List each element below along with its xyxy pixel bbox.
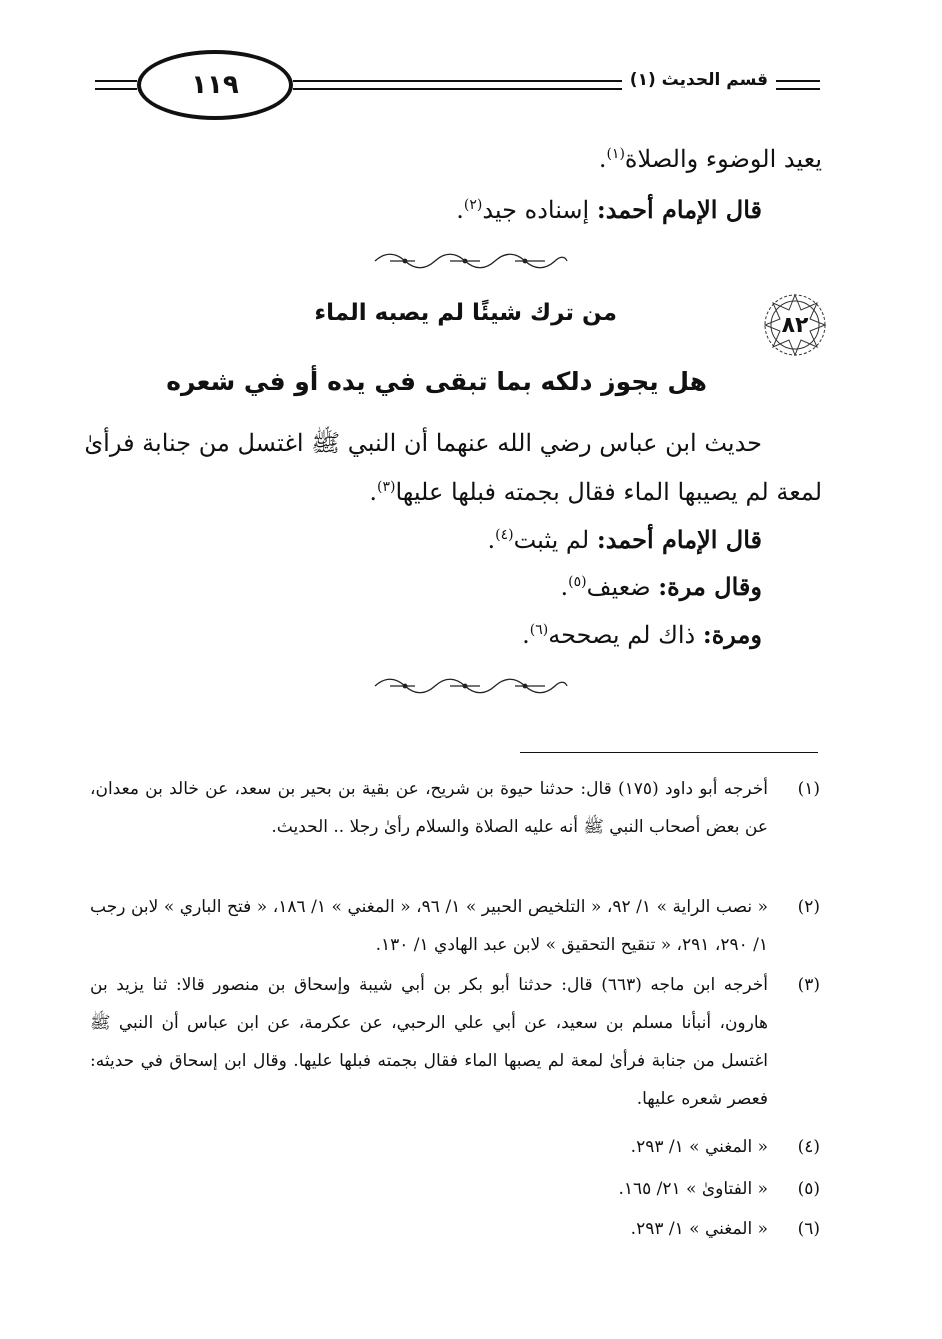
q2-label: وقال مرة:	[658, 572, 762, 601]
footnote-number: (٤)	[797, 1137, 820, 1157]
quote-line-2	[561, 572, 762, 601]
footnote-text: أخرجه أبو داود (١٧٥) قال: حدثنا حيوة بن شريح، عن بقية بن بحير بن سعد، عن خالد بن معدان، عن بعض أصحاب النبي ﷺ أنه عليه الصلاة والسلام رأىٰ رجلا .. الحديث.	[90, 779, 768, 837]
footnote-separator	[520, 752, 818, 753]
line1-end: .	[598, 145, 607, 173]
footnote-number: (١)	[797, 779, 820, 799]
footnote-ref-5: (٥)	[568, 574, 587, 590]
q2-end: .	[560, 573, 569, 601]
footnote-1	[90, 770, 820, 846]
hadith-number: ٨٢	[781, 312, 809, 338]
footnote-text: « الفتاوىٰ » ٢١/ ١٦٥.	[618, 1179, 768, 1199]
footnote-ref-3: (٣)	[376, 479, 396, 495]
hadith-text-line-2	[369, 478, 822, 506]
footnote-text: أخرجه ابن ماجه (٦٦٣) قال: حدثنا أبو بكر بن أبي شيبة وإسحاق بن منصور قالا: ثنا يزيد بن هارون، أنبأنا مسلم بن سعيد، عن أبي علي الرحبي، عن عكرمة، عن ابن عباس أن النبي ﷺ اغتسل من جنابة فرأىٰ لمعة لم يصبها الماء فقال بجمته فبلها عليها. وقال ابن إسحاق في حديثه: فعصر شعره عليها.	[90, 975, 768, 1109]
running-title: قسم الحديث (١)	[622, 70, 776, 90]
footnote-3	[90, 966, 820, 1118]
para-line2-text: لمعة لم يصيبها الماء فقال بجمته فبلها عليها	[395, 478, 822, 506]
q1-text: لم يثبت	[513, 526, 597, 554]
footnote-number: (٢)	[797, 897, 820, 917]
header-rule-left-2	[95, 88, 137, 90]
q2-text: ضعيف	[586, 573, 659, 601]
footnote-number: (٥)	[797, 1179, 820, 1199]
page-number: ١١٩	[137, 50, 293, 120]
body-line-2	[456, 195, 762, 224]
header-rule-left	[95, 80, 137, 82]
footnote-ref-6: (٦)	[529, 622, 549, 638]
quote-line-3	[522, 620, 762, 649]
footnote-number: (٣)	[797, 975, 820, 995]
footnote-text: « المغني » ١/ ٢٩٣.	[630, 1137, 768, 1157]
q3-end: .	[522, 621, 530, 649]
body-line-1	[599, 145, 822, 173]
footnote-text: « نصب الراية » ١/ ٩٢، « التلخيص الحبير » ١/ ٩٦، « المغني » ١/ ١٨٦، « فتح الباري » لابن رجب ١/ ٢٩٠، ٢٩١، « تنقيح التحقيق » لابن عبد الهادي ١/ ١٣٠.	[90, 897, 768, 955]
line1-text: يعيد الوضوء والصلاة	[624, 145, 822, 173]
footnote-ref-1: (١)	[606, 146, 625, 162]
footnote-text: « المغني » ١/ ٢٩٣.	[630, 1219, 768, 1239]
footnote-ref-4: (٤)	[495, 527, 514, 543]
ornament-divider-2	[370, 675, 570, 697]
line2-end: .	[456, 196, 464, 224]
section-heading: من ترك شيئًا لم يصبه الماء	[314, 300, 617, 326]
para-line2-end: .	[369, 478, 377, 506]
footnote-5	[90, 1170, 820, 1208]
para-line1: حديث ابن عباس رضي الله عنهما أن النبي ﷺ اغتسل من جنابة فرأىٰ	[84, 429, 762, 457]
line2-label: قال الإمام أحمد:	[596, 195, 762, 224]
page-header	[95, 50, 820, 120]
footnote-ref-2: (٢)	[463, 197, 483, 213]
footnote-2	[90, 888, 820, 964]
q1-label: قال الإمام أحمد:	[596, 525, 762, 554]
footnote-6	[90, 1210, 820, 1248]
q3-text: ذاك لم يصححه	[548, 621, 703, 649]
footnote-4	[90, 1128, 820, 1166]
q3-label: ومرة:	[702, 620, 762, 649]
quote-line-1	[487, 525, 762, 554]
q1-end: .	[487, 526, 496, 554]
footnote-number: (٦)	[797, 1219, 820, 1239]
hadith-number-badge	[760, 290, 830, 360]
hadith-text-line-1	[84, 428, 762, 463]
line2-text: إسناده جيد	[482, 196, 597, 224]
section-subheading: هل يجوز دلكه بما تبقى في يده أو في شعره	[166, 367, 707, 396]
ornament-divider-1	[370, 250, 570, 272]
